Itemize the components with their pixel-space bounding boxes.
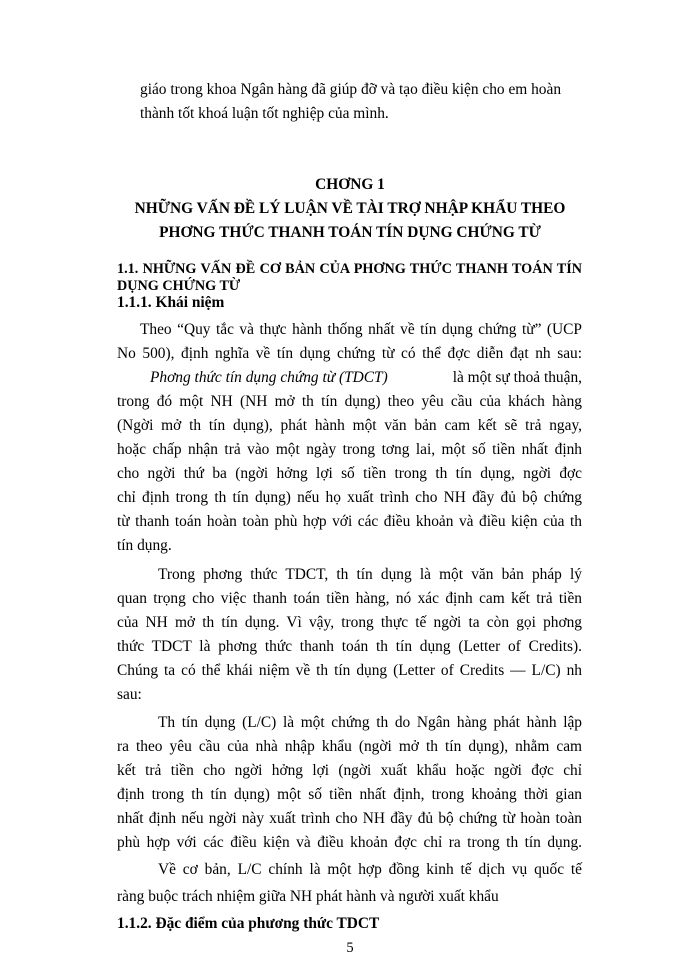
para3-line-5: Chúng ta có thể khái niệm về th tín dụng (Letter of Credits — L/C) nh	[117, 662, 582, 679]
para3-line-1: Trong phơng thức TDCT, th tín dụng là một văn bản pháp lý	[158, 566, 582, 583]
para3-line-3: của NH mở th tín dụng. Vì vậy, trong thực tế ngời ta còn gọi phơng	[117, 614, 582, 631]
section-1-1-heading-line-2: DỤNG CHỨNG TỪ	[117, 278, 241, 294]
para3-line-6: sau:	[117, 686, 142, 703]
para2-line-6: chỉ định trong th tín dụng) nếu họ xuất trình cho NH đầy đủ bộ chứng	[117, 489, 582, 506]
para2-line-2: trong đó một NH (NH mở th tín dụng) theo yêu cầu của khách hàng	[117, 393, 582, 410]
para2-line-4: hoặc chấp nhận trả vào một ngày trong tơng lai, một số tiền nhất định	[117, 441, 582, 458]
page-number: 5	[346, 940, 354, 956]
para5-line-1: Về cơ bản, L/C chính là một hợp đồng kinh tế dịch vụ quốc tế	[158, 861, 582, 878]
section-1-1-1-heading: 1.1.1. Khái niệm	[117, 294, 225, 311]
para2-line-8: tín dụng.	[117, 537, 172, 554]
chapter-label: CHƠNG 1	[315, 176, 385, 193]
para4-line-5: nhất định nếu ngời này xuất trình cho NH đầy đủ bộ chứng từ hoàn toàn	[117, 810, 582, 827]
para5-line-2: ràng buộc trách nhiệm giữa NH phát hành và người xuất khẩu	[117, 888, 499, 905]
para4-line-3: kết trả tiền cho ngời hởng lợi (ngời xuất khẩu hoặc ngời đợc chỉ	[117, 762, 582, 779]
para2-line-3: (Ngời mở th tín dụng), phát hành một văn bản cam kết sẽ trả ngay,	[117, 417, 582, 434]
chapter-title-line-2: PHƠNG THỨC THANH TOÁN TÍN DỤNG CHỨNG TỪ	[159, 224, 541, 241]
para2-italic-term: Phơng thức tín dụng chứng từ (TDCT)	[150, 369, 388, 386]
section-1-1-2-heading: 1.1.2. Đặc điểm của phương thức TDCT	[117, 915, 380, 932]
chapter-title-line-1: NHỮNG VẤN ĐỀ LÝ LUẬN VỀ TÀI TRỢ NHẬP KHẨU THEO	[134, 200, 566, 217]
para2-line-1	[150, 366, 582, 390]
para2-first-rest: là một sự thoả thuận,	[452, 369, 582, 386]
para3-line-4: thức TDCT là phơng thức thanh toán th tín dụng (Letter of Credits).	[117, 638, 582, 655]
para3-line-2: quan trọng cho việc thanh toán tiền hàng, nó xác định cam kết trả tiền	[117, 590, 582, 607]
para4-line-2: ra theo yêu cầu của nhà nhập khẩu (ngời mở th tín dụng), nhằm cam	[117, 738, 582, 755]
para4-line-1: Th tín dụng (L/C) là một chứng th do Ngân hàng phát hành lập	[158, 714, 582, 731]
para2-line-7: từ thanh toán hoàn toàn phù hợp với các điều khoản và điều kiện của th	[117, 513, 582, 530]
section-1-1-heading-line-1: 1.1. NHỮNG VẤN ĐỀ CƠ BẢN CỦA PHƠNG THỨC THANH TOÁN TÍN	[117, 261, 582, 277]
para2-line-5: cho ngời thứ ba (ngời hởng lợi số tiền trong th tín dụng, ngời đợc	[117, 465, 582, 482]
intro-line-2: thành tốt khoá luận tốt nghiệp của mình.	[140, 105, 389, 122]
para1-line-2: No 500), định nghĩa về tín dụng chứng từ có thể đợc diễn đạt nh sau:	[117, 345, 582, 362]
intro-line-1: giáo trong khoa Ngân hàng đã giúp đỡ và tạo điều kiện cho em hoàn	[140, 81, 562, 98]
para4-line-6: phù hợp với các điều kiện và điều khoản đợc chỉ ra trong th tín dụng.	[117, 834, 582, 851]
para4-line-4: định trong th tín dụng) một số tiền nhất định, trong khoảng thời gian	[117, 786, 582, 803]
para1-line-1: Theo “Quy tắc và thực hành thống nhất về tín dụng chứng từ” (UCP	[140, 321, 582, 338]
